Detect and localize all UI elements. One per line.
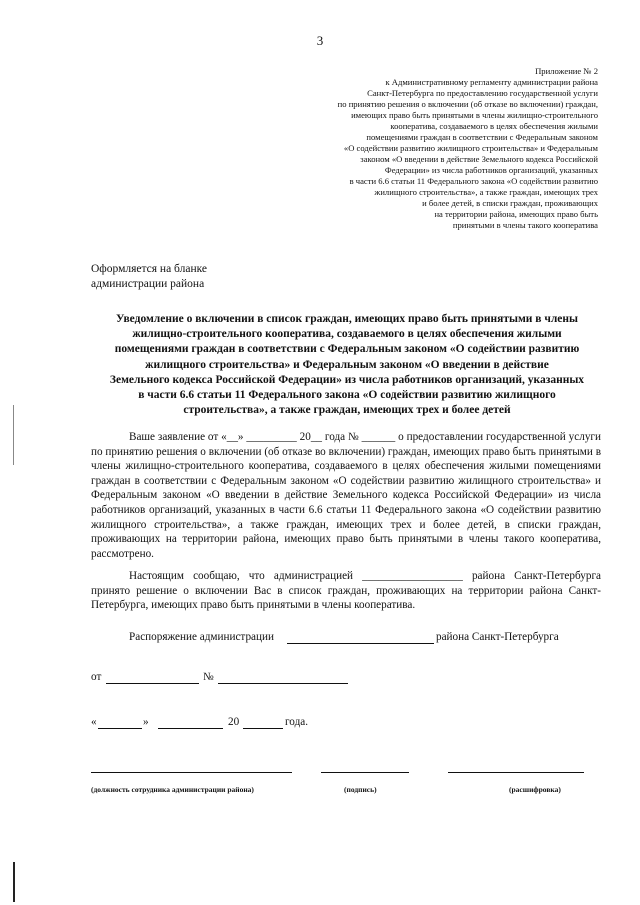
- year-suffix: года.: [285, 716, 309, 728]
- body-paragraph-1: Ваше заявление от «__» _________ 20__ года № ______ о предоставлении государственной услуги по принятию решения о включении (об отказе во включении) граждан, имеющих право быть принятыми в члены жилищно-строительного кооператива, создаваемого в целях обеспечения жилыми помещениями граждан в соответствии с Федеральным законом «О содействии развитию жилищного строительства» и Федеральным законом «О введении в действие Земельного кодекса Российской Федерации» из числа работников организаций, указанных в части 6.6 статьи 11 Федерального закона «О содействии развитию жилищного строительства», а также граждан, имеющих трех и более детей, в списки граждан, проживающих на территории района, имеющих право быть принятыми в члены такого кооператива, рассмотрено.: [91, 431, 601, 560]
- appendix-line: имеющих право быть принятыми в члены жилищно-строительного: [351, 110, 598, 120]
- appendix-line: в части 6.6 статьи 11 Федерального закона «О содействии развитию: [349, 176, 598, 186]
- title-line: жилищно-строительного кооператива, создаваемого в целях обеспечения жилыми: [132, 328, 562, 341]
- order-district-blank: [287, 643, 434, 644]
- decoding-caption: (расшифровка): [509, 785, 561, 794]
- appendix-line: на территории района, имеющих право быть: [434, 209, 598, 219]
- appendix-line: Санкт-Петербурга по предоставлению государственной услуги: [367, 88, 598, 98]
- order-prefix: Распоряжение администрации: [129, 631, 274, 643]
- date-blank: [106, 683, 199, 684]
- appendix-line: и более детей, в списки граждан, проживающих: [422, 198, 598, 208]
- appendix-line: Приложение № 2: [535, 66, 598, 76]
- year-prefix: 20: [228, 716, 240, 728]
- appendix-header: [268, 66, 598, 231]
- title-line: Уведомление о включении в список граждан, имеющих право быть принятыми в члены: [115, 313, 579, 325]
- appendix-line: кооператива, создаваемого в целях обеспечения жилыми: [390, 121, 598, 131]
- appendix-line: по принятию решения о включении (об отказе во включении) граждан,: [337, 99, 598, 109]
- blank-note-line: администрации района: [91, 278, 205, 290]
- appendix-line: законом «О введении в действие Земельного кодекса Российской: [360, 154, 598, 164]
- appendix-line: жилищного строительства», а также граждан, имеющих трех: [374, 187, 598, 197]
- year-blank: [243, 728, 283, 729]
- appendix-line: Федерации» из числа работников организаций, указанных: [384, 165, 598, 175]
- blank-note: [91, 262, 291, 292]
- title-line: жилищного строительства» и Федеральным законом «О введении в действие: [145, 358, 549, 371]
- appendix-line: помещениями граждан в соответствии с Федеральным законом: [366, 132, 598, 142]
- title-line: помещениями граждан в соответствии с Федеральным законом «О содействии развитию: [114, 343, 580, 356]
- date-from-label: от: [91, 671, 102, 683]
- body-paragraph-2: Настоящим сообщаю, что администрацией __________________ района Санкт-Петербурга принято решение о включении Вас в список граждан, проживающих на территории района Санкт-Петербурга, имеющих право быть принятыми в члены кооператива.: [91, 570, 601, 612]
- blank-note-line: Оформляется на бланке: [91, 263, 208, 275]
- day-blank: [98, 728, 142, 729]
- open-quote: «: [91, 716, 97, 728]
- number-blank: [218, 683, 348, 684]
- title-line: строительства», а также граждан, имеющих трех и более детей: [183, 404, 511, 417]
- appendix-line: к Административному регламенту администрации района: [385, 77, 598, 87]
- position-caption: (должность сотрудника администрации района): [91, 785, 254, 794]
- document-title: [92, 312, 602, 418]
- position-line: [91, 772, 292, 773]
- scan-margin-mark: [13, 862, 15, 902]
- appendix-line: принятыми в члены такого кооператива: [452, 220, 598, 230]
- signature-line: [321, 772, 409, 773]
- month-blank: [158, 728, 223, 729]
- title-line: в части 6.6 статьи 11 Федерального закона «О содействии развитию жилищного: [138, 389, 556, 402]
- appendix-line: «О содействии развитию жилищного строительства» и Федеральным: [343, 143, 598, 153]
- page-number: 3: [316, 33, 324, 48]
- signature-caption: (подпись): [344, 785, 377, 794]
- scan-margin-mark: [13, 405, 14, 465]
- decoding-line: [448, 772, 584, 773]
- close-quote: »: [143, 716, 149, 728]
- order-suffix: района Санкт-Петербурга: [436, 631, 559, 643]
- title-line: Земельного кодекса Российской Федерации» из числа работников организаций, указанных: [109, 373, 585, 386]
- number-sign: №: [203, 671, 214, 683]
